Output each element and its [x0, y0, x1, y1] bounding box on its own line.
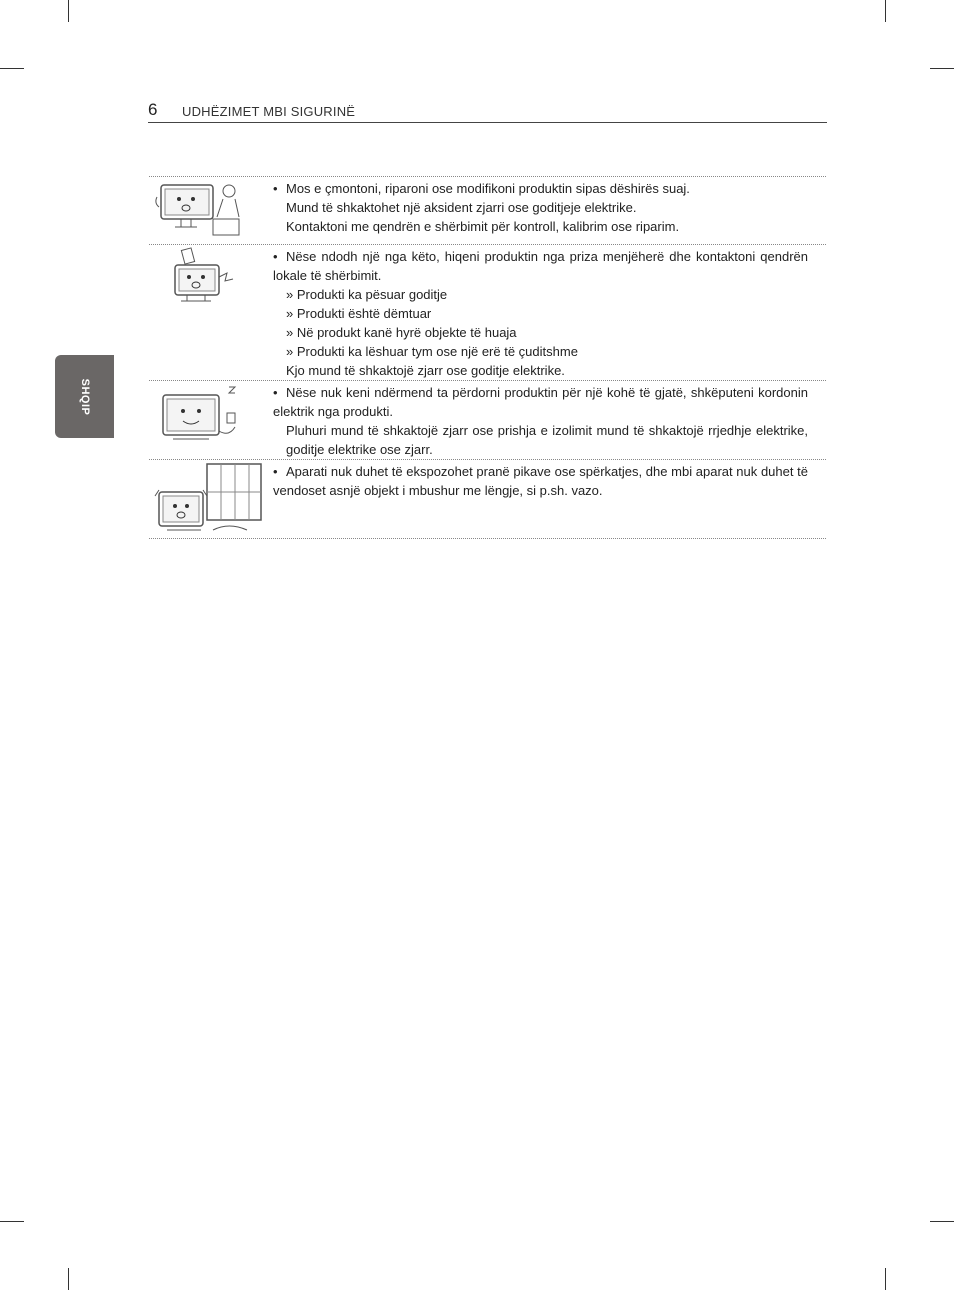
row-text: Nëse ndodh një nga këto, hiqeni produktin nga priza menjëherë dhe kontaktoni qendrën lokale të shërbimit.	[273, 249, 808, 283]
tv-damaged-illustration-icon	[153, 247, 265, 314]
crop-mark	[68, 0, 69, 22]
page-header	[148, 100, 827, 123]
row-text: » Në produkt kanë hyrë objekte të huaja	[286, 325, 517, 340]
row-text: Nëse nuk keni ndërmend ta përdorni produktin për një kohë të gjatë, shkëputeni kordonin elektrik nga produkti.	[273, 385, 808, 419]
bullet: •	[273, 181, 278, 196]
safety-row	[149, 177, 826, 245]
crop-mark	[0, 68, 24, 69]
row-text: » Produkti ka lëshuar tym ose një erë të çuditshme	[286, 344, 578, 359]
row-text: » Produkti ka pësuar goditje	[286, 287, 448, 302]
crop-mark	[68, 1268, 69, 1290]
row-text: Kjo mund të shkaktojë zjarr ose goditje elektrike.	[286, 363, 565, 378]
crop-mark	[885, 0, 886, 22]
safety-row	[149, 460, 826, 539]
crop-mark	[0, 1221, 24, 1222]
safety-table	[149, 176, 826, 539]
language-tab-label: SHQIP	[78, 378, 91, 415]
row-text: Aparati nuk duhet të ekspozohet pranë pikave ose spërkatjes, dhe mbi aparat nuk duhet të vendoset asnjë objekt i mbushur me lëngje, si p.sh. vazo.	[273, 464, 808, 498]
page-number: 6	[148, 100, 158, 119]
safety-row	[149, 245, 826, 381]
row-text: Mos e çmontoni, riparoni ose modifikoni produktin sipas dëshirës suaj.	[286, 181, 690, 196]
tv-repair-illustration-icon	[153, 179, 265, 246]
safety-row	[149, 381, 826, 460]
crop-mark	[930, 68, 954, 69]
bullet: •	[273, 385, 278, 400]
crop-mark	[885, 1268, 886, 1290]
section-title: UDHËZIMET MBI SIGURINË	[182, 104, 356, 119]
row-text: Pluhuri mund të shkaktojë zjarr ose prishja e izolimit mund të shkaktojë rrjedhje elektrike, goditje elektrike ose zjarr.	[286, 423, 808, 457]
row-text: » Produkti është dëmtuar	[286, 306, 432, 321]
tv-water-illustration-icon	[153, 462, 265, 543]
row-text: Mund të shkaktohet një aksident zjarri ose goditjeje elektrike.	[286, 200, 637, 215]
tv-unplugged-illustration-icon	[153, 383, 265, 454]
crop-mark	[930, 1221, 954, 1222]
bullet: •	[273, 249, 278, 264]
bullet: •	[273, 464, 278, 479]
language-tab	[55, 355, 114, 438]
row-text: Kontaktoni me qendrën e shërbimit për kontroll, kalibrim ose riparim.	[286, 219, 680, 234]
